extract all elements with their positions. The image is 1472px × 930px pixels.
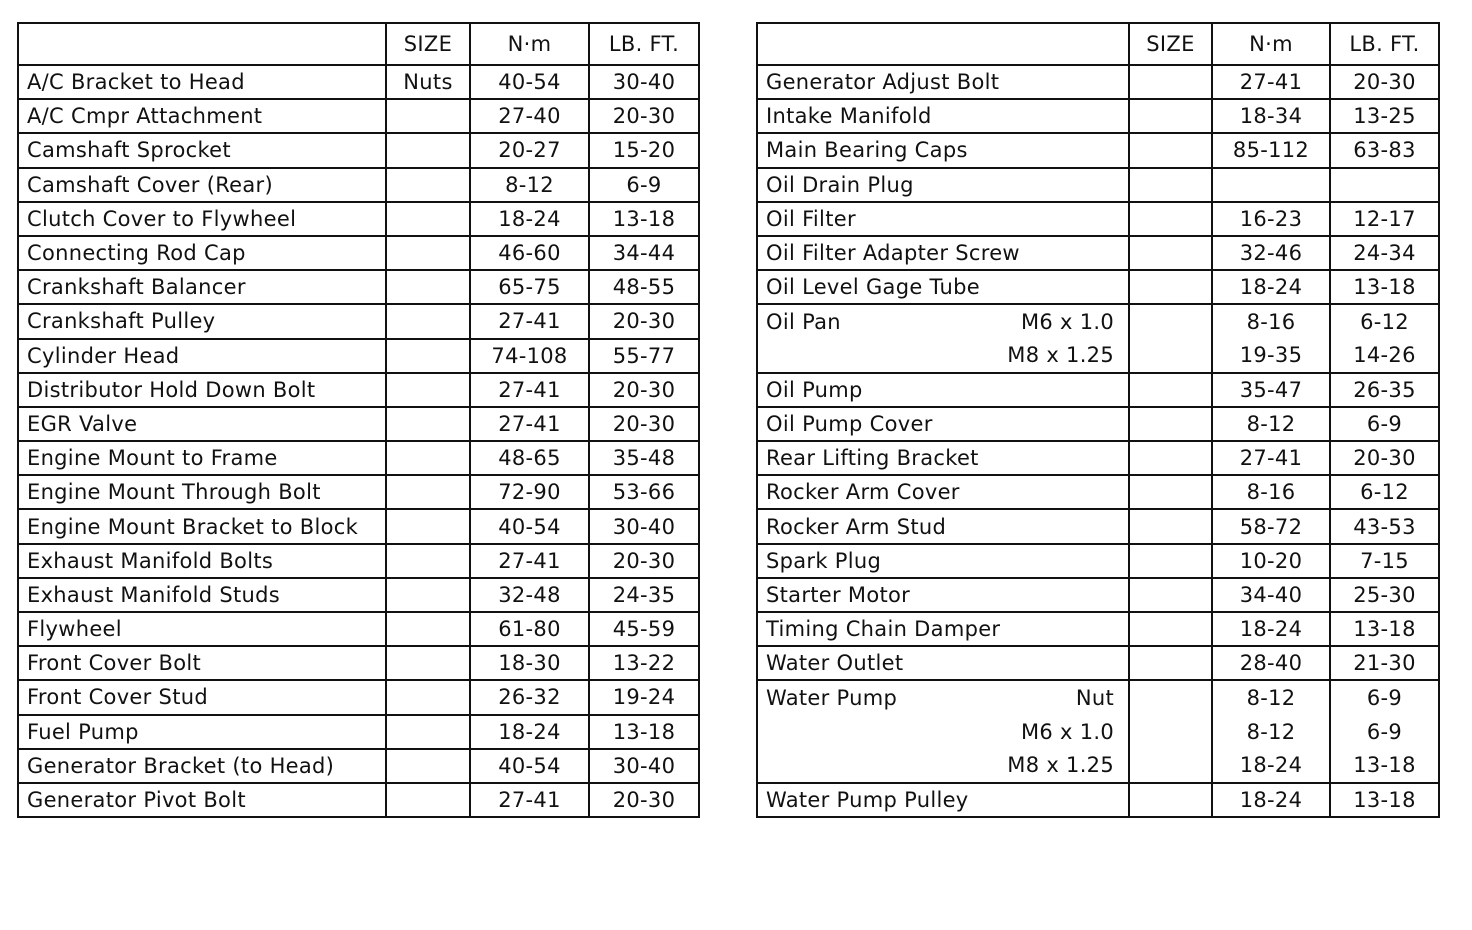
nm-value: 28-40 [1212, 646, 1330, 680]
size-value [1129, 65, 1212, 99]
component-cell [757, 715, 1129, 749]
component-name: Camshaft Cover (Rear) [18, 168, 386, 202]
nm-value: 27-41 [470, 304, 589, 338]
lbft-value: 6-9 [1330, 715, 1439, 749]
lbft-value: 30-40 [589, 749, 699, 783]
component-name: Rear Lifting Bracket [766, 446, 979, 471]
table-row [18, 202, 699, 236]
table-row [757, 373, 1439, 407]
component-name: Engine Mount to Frame [18, 441, 386, 475]
component-name: Generator Pivot Bolt [18, 783, 386, 817]
nm-value: 27-41 [1212, 65, 1330, 99]
size-column-header: SIZE [1129, 23, 1212, 65]
component-name: Oil Drain Plug [766, 172, 914, 197]
table-row [18, 65, 699, 99]
component-cell [757, 680, 1129, 714]
lbft-value: 13-18 [589, 715, 699, 749]
size-value [386, 133, 470, 167]
size-value [1129, 544, 1212, 578]
lbft-value: 25-30 [1330, 578, 1439, 612]
size-value: Nuts [386, 65, 470, 99]
table-row [757, 544, 1439, 578]
component-cell [757, 509, 1129, 543]
table-header-row [757, 23, 1439, 65]
size-value [1129, 715, 1212, 749]
component-name: Rocker Arm Cover [766, 480, 960, 505]
table-row [18, 646, 699, 680]
table-row [18, 441, 699, 475]
table-row [757, 270, 1439, 304]
lbft-value [1330, 168, 1439, 202]
nm-value: 40-54 [470, 65, 589, 99]
nm-value: 58-72 [1212, 509, 1330, 543]
size-value [1129, 407, 1212, 441]
thread-spec: M6 x 1.0 [1020, 309, 1114, 334]
component-name: Clutch Cover to Flywheel [18, 202, 386, 236]
nm-value: 18-24 [470, 202, 589, 236]
lbft-value: 20-30 [589, 783, 699, 817]
nm-value: 27-41 [1212, 441, 1330, 475]
table-row [757, 646, 1439, 680]
lbft-value: 13-18 [1330, 749, 1439, 783]
lbft-value: 7-15 [1330, 544, 1439, 578]
component-name: Engine Mount Through Bolt [18, 475, 386, 509]
size-value [386, 715, 470, 749]
table-row [757, 749, 1439, 783]
lbft-value: 24-34 [1330, 236, 1439, 270]
component-cell [757, 133, 1129, 167]
nm-value: 61-80 [470, 612, 589, 646]
lbft-column-header: LB. FT. [589, 23, 699, 65]
nm-value: 32-46 [1212, 236, 1330, 270]
nm-value: 8-16 [1212, 475, 1330, 509]
thread-spec: M8 x 1.25 [1007, 753, 1114, 778]
torque-spec-table-left [17, 22, 700, 818]
nm-value: 27-40 [470, 99, 589, 133]
lbft-value: 30-40 [589, 509, 699, 543]
nm-value: 34-40 [1212, 578, 1330, 612]
nm-value: 27-41 [470, 783, 589, 817]
lbft-value: 48-55 [589, 270, 699, 304]
table-row [18, 475, 699, 509]
lbft-value: 43-53 [1330, 509, 1439, 543]
nm-value: 40-54 [470, 509, 589, 543]
component-name: Exhaust Manifold Bolts [18, 544, 386, 578]
nm-value: 8-12 [470, 168, 589, 202]
lbft-value: 20-30 [589, 373, 699, 407]
component-cell [757, 339, 1129, 373]
component-name: Crankshaft Balancer [18, 270, 386, 304]
table-row [757, 509, 1439, 543]
component-name: Starter Motor [766, 582, 911, 607]
component-name: Oil Filter Adapter Screw [766, 241, 1020, 266]
torque-spec-table-right [756, 22, 1440, 818]
table-row [757, 475, 1439, 509]
component-name: Fuel Pump [18, 715, 386, 749]
table-row [757, 441, 1439, 475]
lbft-value: 13-25 [1330, 99, 1439, 133]
component-name: Oil Pump Cover [766, 411, 933, 436]
lbft-value: 6-12 [1330, 475, 1439, 509]
lbft-value: 55-77 [589, 339, 699, 373]
component-name: Front Cover Bolt [18, 646, 386, 680]
size-value [386, 168, 470, 202]
size-value [1129, 236, 1212, 270]
component-cell [757, 407, 1129, 441]
size-value [1129, 304, 1212, 338]
nm-value: 18-24 [1212, 783, 1330, 817]
nm-value: 27-41 [470, 373, 589, 407]
nm-value: 8-12 [1212, 715, 1330, 749]
size-value [1129, 270, 1212, 304]
table-row [757, 133, 1439, 167]
component-column-header [18, 23, 386, 65]
size-value [386, 544, 470, 578]
size-value [1129, 749, 1212, 783]
nm-value: 32-48 [470, 578, 589, 612]
lbft-value: 15-20 [589, 133, 699, 167]
table-row [757, 715, 1439, 749]
lbft-value: 13-18 [1330, 783, 1439, 817]
nm-value: 26-32 [470, 680, 589, 714]
table-row [18, 749, 699, 783]
lbft-column-header: LB. FT. [1330, 23, 1439, 65]
size-value [1129, 680, 1212, 714]
nm-value [1212, 168, 1330, 202]
nm-value: 20-27 [470, 133, 589, 167]
component-cell [757, 304, 1129, 338]
thread-spec: M6 x 1.0 [1020, 719, 1114, 744]
component-name: Water Pump [766, 685, 898, 710]
component-cell [757, 373, 1129, 407]
component-cell [757, 578, 1129, 612]
table-row [18, 578, 699, 612]
lbft-value: 6-9 [589, 168, 699, 202]
size-value [386, 202, 470, 236]
table-row [757, 339, 1439, 373]
size-value [1129, 509, 1212, 543]
lbft-value: 20-30 [1330, 65, 1439, 99]
size-value [386, 578, 470, 612]
size-value [386, 407, 470, 441]
component-name: Flywheel [18, 612, 386, 646]
component-name: Front Cover Stud [18, 680, 386, 714]
nm-value: 18-34 [1212, 99, 1330, 133]
nm-value: 65-75 [470, 270, 589, 304]
nm-column-header: N·m [1212, 23, 1330, 65]
size-value [1129, 441, 1212, 475]
table-row [757, 578, 1439, 612]
component-name: Camshaft Sprocket [18, 133, 386, 167]
component-cell [757, 544, 1129, 578]
table-row [757, 407, 1439, 441]
lbft-value: 13-18 [589, 202, 699, 236]
lbft-value: 14-26 [1330, 339, 1439, 373]
table-row [18, 715, 699, 749]
component-cell [757, 202, 1129, 236]
nm-value: 85-112 [1212, 133, 1330, 167]
table-row [18, 236, 699, 270]
size-value [386, 680, 470, 714]
lbft-value: 6-9 [1330, 407, 1439, 441]
lbft-value: 26-35 [1330, 373, 1439, 407]
component-column-header [757, 23, 1129, 65]
nm-value: 10-20 [1212, 544, 1330, 578]
size-value [386, 304, 470, 338]
lbft-value: 20-30 [589, 407, 699, 441]
table-row [18, 270, 699, 304]
component-name: Generator Adjust Bolt [766, 70, 1000, 95]
size-value [386, 612, 470, 646]
size-value [1129, 168, 1212, 202]
component-name: Water Outlet [766, 651, 904, 676]
component-cell [757, 646, 1129, 680]
component-name: Oil Level Gage Tube [766, 275, 980, 300]
size-value [1129, 133, 1212, 167]
lbft-value: 12-17 [1330, 202, 1439, 236]
table-row [757, 783, 1439, 817]
component-name: Crankshaft Pulley [18, 304, 386, 338]
table-row [18, 509, 699, 543]
component-name: Engine Mount Bracket to Block [18, 509, 386, 543]
table-row [757, 99, 1439, 133]
nm-value: 18-24 [1212, 749, 1330, 783]
component-name: EGR Valve [18, 407, 386, 441]
lbft-value: 20-30 [1330, 441, 1439, 475]
size-value [386, 749, 470, 783]
component-name: A/C Bracket to Head [18, 65, 386, 99]
nm-value: 16-23 [1212, 202, 1330, 236]
component-cell [757, 236, 1129, 270]
nm-value: 8-12 [1212, 407, 1330, 441]
lbft-value: 20-30 [589, 99, 699, 133]
lbft-value: 13-18 [1330, 612, 1439, 646]
component-name: A/C Cmpr Attachment [18, 99, 386, 133]
component-name: Water Pump Pulley [766, 788, 969, 813]
lbft-value: 20-30 [589, 544, 699, 578]
size-value [1129, 339, 1212, 373]
nm-value: 27-41 [470, 544, 589, 578]
component-cell [757, 270, 1129, 304]
component-cell [757, 99, 1129, 133]
component-name: Generator Bracket (to Head) [18, 749, 386, 783]
component-name: Oil Pump [766, 377, 863, 402]
size-column-header: SIZE [386, 23, 470, 65]
size-value [1129, 202, 1212, 236]
lbft-value: 21-30 [1330, 646, 1439, 680]
table-row [18, 373, 699, 407]
nm-value: 35-47 [1212, 373, 1330, 407]
table-row [18, 133, 699, 167]
component-name: Spark Plug [766, 548, 882, 573]
size-value [1129, 475, 1212, 509]
component-cell [757, 168, 1129, 202]
nm-value: 40-54 [470, 749, 589, 783]
nm-value: 18-24 [470, 715, 589, 749]
table-row [757, 612, 1439, 646]
table-row [757, 202, 1439, 236]
lbft-value: 19-24 [589, 680, 699, 714]
lbft-value: 34-44 [589, 236, 699, 270]
lbft-value: 13-22 [589, 646, 699, 680]
component-name: Intake Manifold [766, 104, 932, 129]
component-name: Main Bearing Caps [766, 138, 968, 163]
lbft-value: 63-83 [1330, 133, 1439, 167]
table-row [757, 65, 1439, 99]
component-cell [757, 612, 1129, 646]
thread-spec: M8 x 1.25 [1007, 343, 1114, 368]
lbft-value: 30-40 [589, 65, 699, 99]
table-row [757, 680, 1439, 714]
component-name: Timing Chain Damper [766, 617, 1001, 642]
lbft-value: 53-66 [589, 475, 699, 509]
nm-value: 8-16 [1212, 304, 1330, 338]
nm-value: 19-35 [1212, 339, 1330, 373]
nm-value: 18-30 [470, 646, 589, 680]
nm-value: 72-90 [470, 475, 589, 509]
nm-value: 74-108 [470, 339, 589, 373]
size-value [386, 441, 470, 475]
component-name: Oil Filter [766, 206, 856, 231]
lbft-value: 24-35 [589, 578, 699, 612]
nm-value: 46-60 [470, 236, 589, 270]
size-value [386, 339, 470, 373]
table-row [757, 304, 1439, 338]
table-row [757, 236, 1439, 270]
component-name: Distributor Hold Down Bolt [18, 373, 386, 407]
size-value [1129, 783, 1212, 817]
lbft-value: 6-12 [1330, 304, 1439, 338]
lbft-value: 35-48 [589, 441, 699, 475]
size-value [386, 236, 470, 270]
lbft-value: 20-30 [589, 304, 699, 338]
component-name: Oil Pan [766, 309, 841, 334]
component-name: Rocker Arm Stud [766, 514, 947, 539]
component-cell [757, 441, 1129, 475]
table-row [18, 612, 699, 646]
size-value [1129, 612, 1212, 646]
size-value [386, 373, 470, 407]
nm-value: 18-24 [1212, 270, 1330, 304]
table-row [757, 168, 1439, 202]
nm-column-header: N·m [470, 23, 589, 65]
table-row [18, 783, 699, 817]
nm-value: 48-65 [470, 441, 589, 475]
component-name: Exhaust Manifold Studs [18, 578, 386, 612]
table-row [18, 407, 699, 441]
component-cell [757, 475, 1129, 509]
size-value [1129, 578, 1212, 612]
size-value [386, 509, 470, 543]
lbft-value: 13-18 [1330, 270, 1439, 304]
size-value [386, 270, 470, 304]
component-name: Cylinder Head [18, 339, 386, 373]
table-row [18, 544, 699, 578]
component-cell [757, 783, 1129, 817]
table-header-row [18, 23, 699, 65]
size-value [386, 646, 470, 680]
component-cell [757, 749, 1129, 783]
table-row [18, 304, 699, 338]
table-row [18, 339, 699, 373]
nm-value: 8-12 [1212, 680, 1330, 714]
thread-spec: Nut [1075, 685, 1114, 710]
size-value [1129, 99, 1212, 133]
size-value [386, 783, 470, 817]
table-row [18, 680, 699, 714]
size-value [1129, 646, 1212, 680]
nm-value: 27-41 [470, 407, 589, 441]
size-value [386, 99, 470, 133]
lbft-value: 45-59 [589, 612, 699, 646]
size-value [386, 475, 470, 509]
table-row [18, 99, 699, 133]
component-name: Connecting Rod Cap [18, 236, 386, 270]
lbft-value: 6-9 [1330, 680, 1439, 714]
size-value [1129, 373, 1212, 407]
nm-value: 18-24 [1212, 612, 1330, 646]
component-cell [757, 65, 1129, 99]
table-row [18, 168, 699, 202]
